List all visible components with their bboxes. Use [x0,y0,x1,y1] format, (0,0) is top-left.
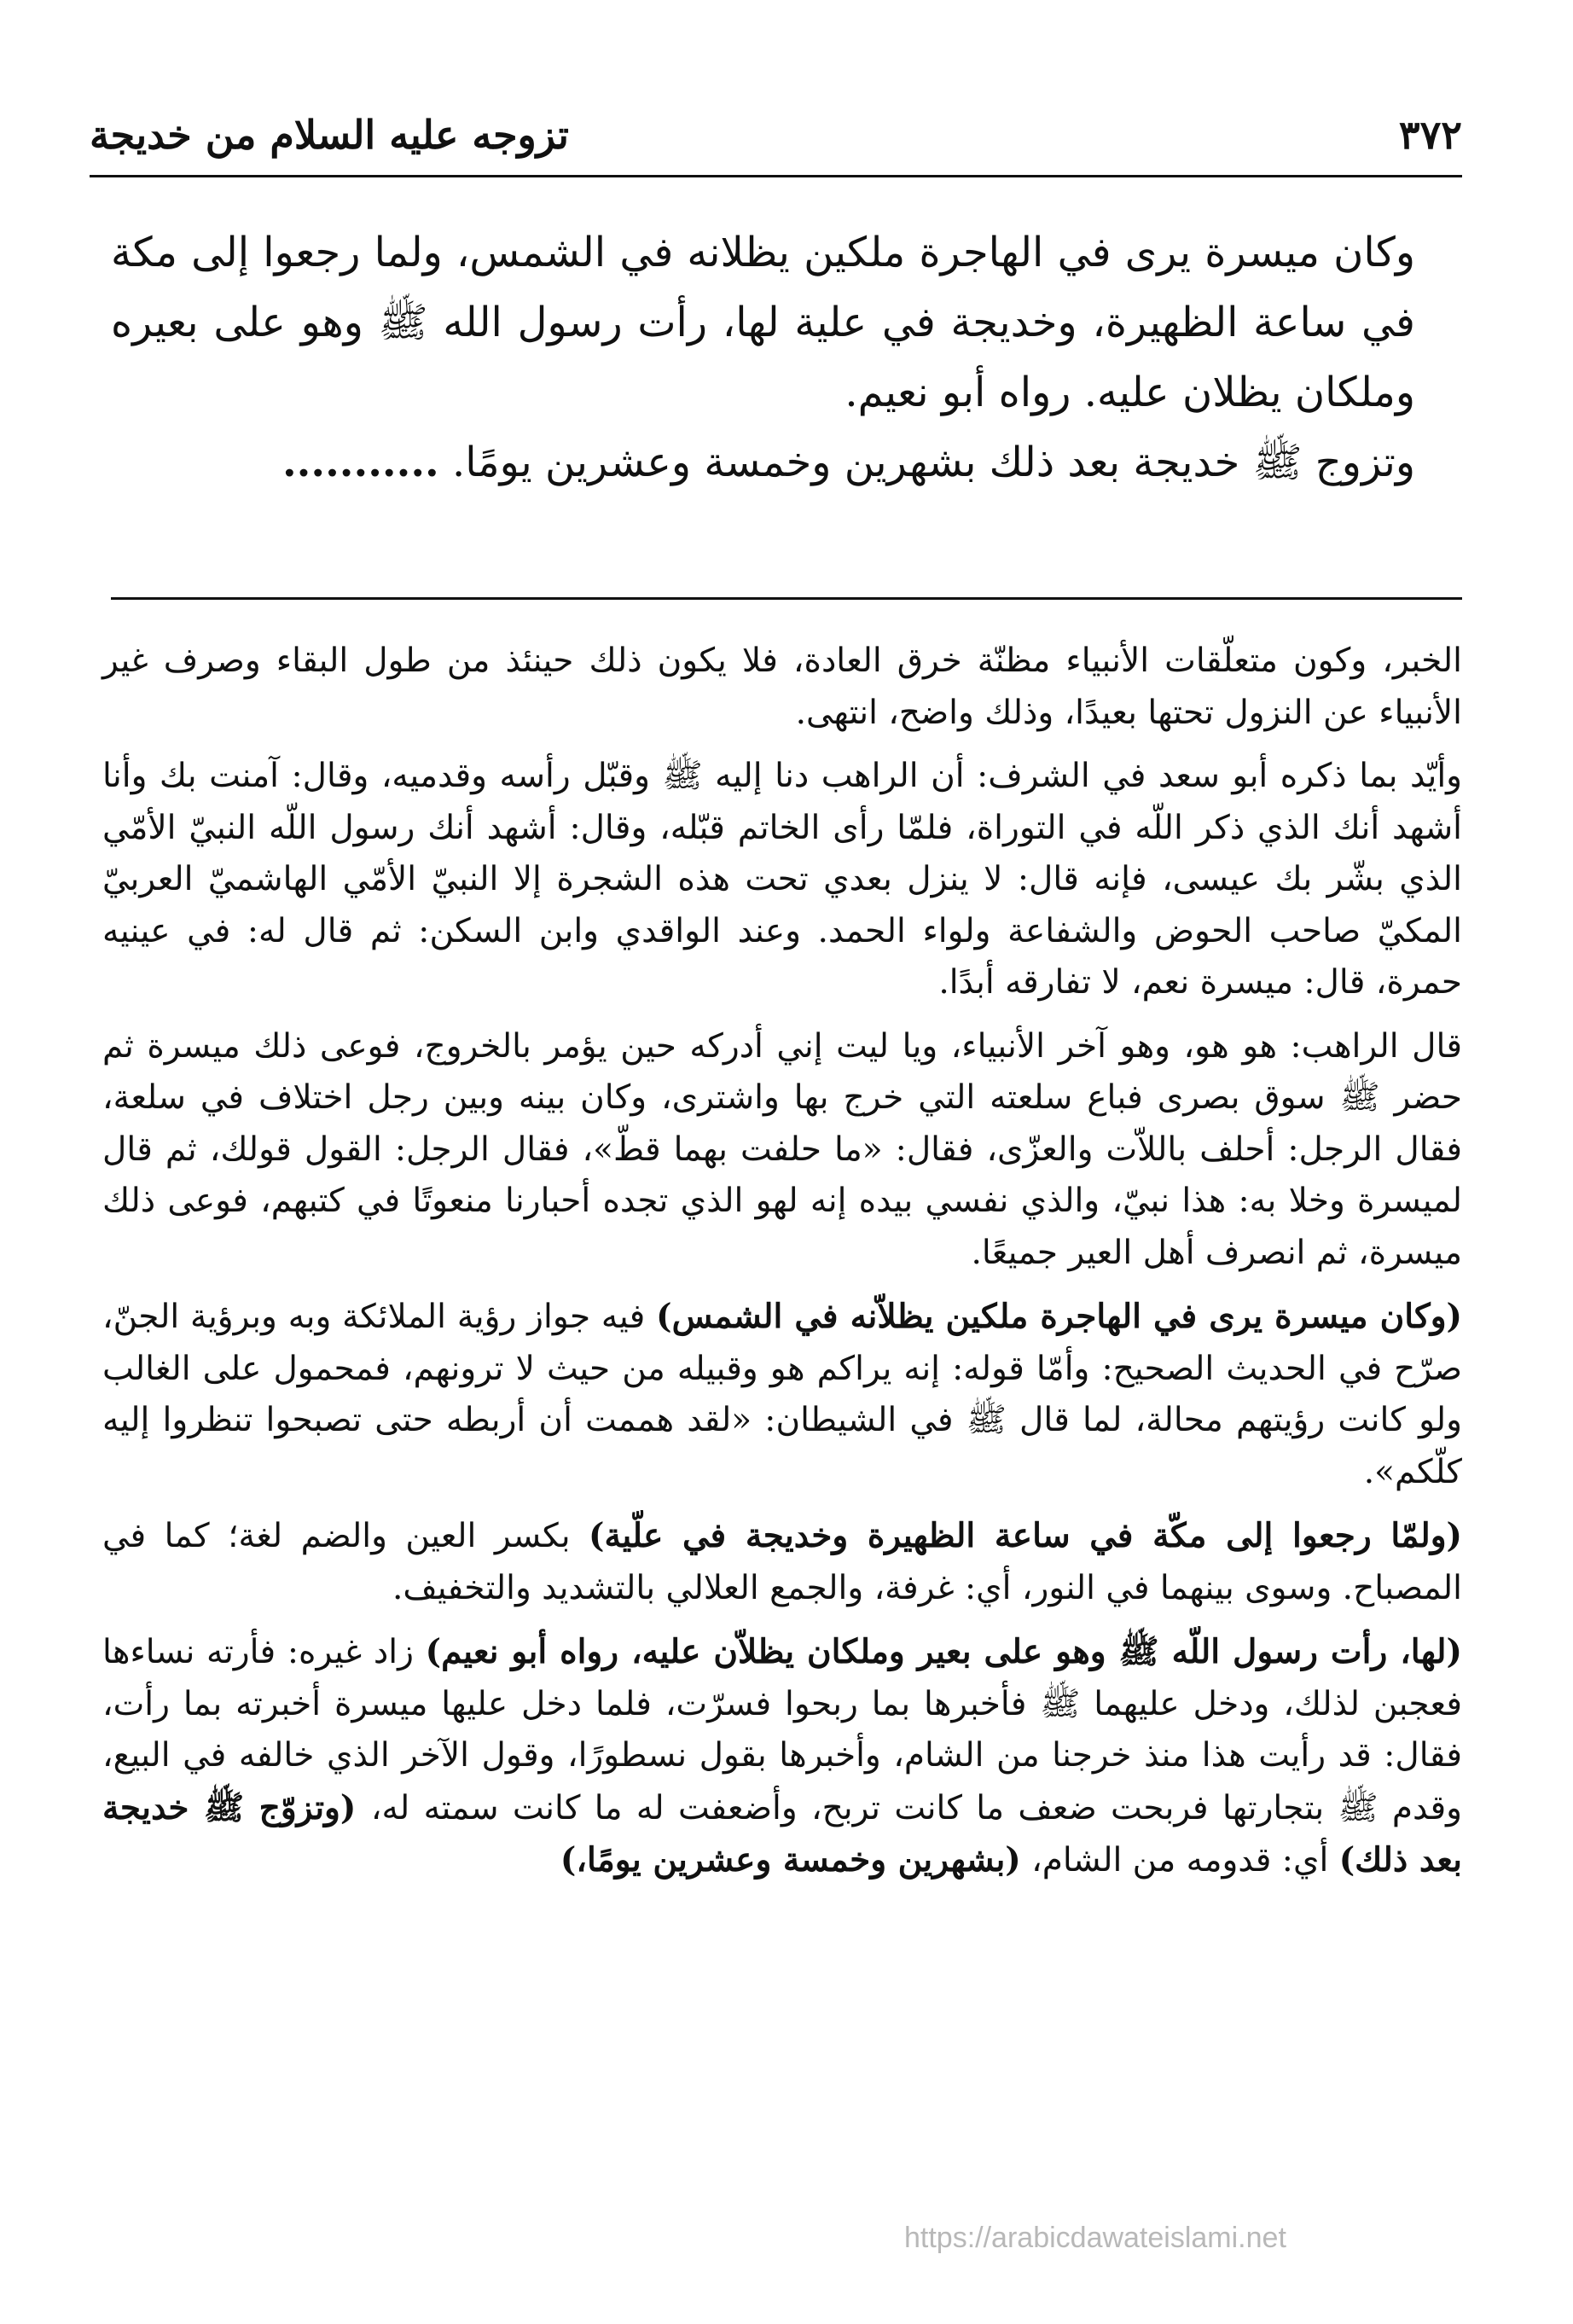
quoted-matn: (بشهرين وخمسة وعشرين يومًا،) [560,1840,1021,1880]
quoted-matn: (لها، رأت رسول اللّه ﷺ وهو على بعير وملكان يظلاّن عليه، رواه أبو نعيم) [425,1632,1463,1671]
commentary-paragraph-2: وأيّد بما ذكره أبو سعد في الشرف: أن الراهب دنا إليه ﷺ وقبّل رأسه وقدميه، وقال: آمنت بك وأنا أشهد أنك الذي ذكر اللّه في التوراة، فلمّا رأى الخاتم قبّله، وقال: أشهد أنك رسول اللّه النبيّ الأمّي الذي بشّر بك عيسى، فإنه قال: لا ينزل بعدي تحت هذه الشجرة إلا النبيّ الأمّي الهاشميّ العربيّ المكيّ صاحب الحوض والشفاعة ولواء الحمد. وعند الواقدي وابن السكن: ثم قال له: في عينيه حمرة، قال: ميسرة نعم، لا تفارقه أبدًا. [102,757,1462,1002]
quoted-matn: (وكان ميسرة يرى في الهاجرة ملكين يظلاّنه في الشمس) [656,1297,1462,1336]
running-header [90,101,1462,160]
quoted-matn: (وتزوّج ﷺ خديجة بعد ذلك) [102,1787,1462,1880]
commentary-text: بكسر العين والضم لغة؛ كما في المصباح. وسوى بينهما في النور، أي: غرفة، والجمع العلالي بالتشديد والتخفيف. [102,1517,1462,1607]
text-divider [111,597,1462,600]
commentary-text: أي: قدومه من الشام، [1020,1841,1339,1880]
main-paragraph-1: وكان ميسرة يرى في الهاجرة ملكين يظلانه في الشمس، ولما رجعوا إلى مكة في ساعة الظهيرة، وخديجة في علية لها، رأت رسول الله ﷺ وهو على بعيره وملكان يظلان عليه. رواه أبو نعيم. [111,229,1416,416]
commentary-paragraph-6 [102,1626,1462,1887]
chapter-title: تزوجه عليه السلام من خديجة [90,112,569,158]
commentary-text: زاد غيره: فأرته نساءها فعجبن لذلك، ودخل عليهما ﷺ فأخبرها بما ربحوا فسرّت، فلما دخل عليها ميسرة أخبرته بما رأت، فقال: قد رأيت هذا منذ خرجنا من الشام، وأخبرها بقول نسطورًا، وقول الآخر الذي خالفه في البيع، وقدم ﷺ بتجارتها فربحت ضعف ما كانت تربح، وأضعفت له ما كانت سمته له، [102,1633,1462,1827]
main-paragraph-2 [111,427,1415,497]
commentary-paragraph-3: قال الراهب: هو هو، وهو آخر الأنبياء، ويا ليت إني أدركه حين يؤمر بالخروج، فوعى ذلك ميسرة ثم حضر ﷺ سوق بصرى فباع سلعته التي خرج بها واشترى، وكان بينه وبين رجل اختلاف في سلعة، فقال الرجل: أحلف باللاّت والعزّى، فقال: «ما حلفت بهما قطّ»، فقال الرجل: القول قولك، ثم قال لميسرة وخلا به: هذا نبيّ، والذي نفسي بيده إنه لهو الذي تجده أحبارنا منعوتًا في كتبهم، فوعى ذلك ميسرة، ثم انصرف أهل العير جميعًا. [102,1026,1462,1272]
dotted-leader: ........... [282,439,439,486]
main-paragraph-2-text: وتزوج ﷺ خديجة بعد ذلك بشهرين وخمسة وعشرين يومًا. [452,439,1415,486]
quoted-matn: (ولمّا رجعوا إلى مكّة في ساعة الظهيرة وخديجة في علّية) [589,1516,1462,1555]
commentary-paragraph-1: الخبر، وكون متعلّقات الأنبياء مظنّة خرق العادة، فلا يكون ذلك حينئذ من طول البقاء وصرف غير الأنبياء عن النزول تحتها بعيدًا، وذلك واضح، انتهى. [102,642,1462,732]
main-text [111,218,1415,497]
commentary-text: فيه جواز رؤية الملائكة وبه وبرؤية الجنّ، صرّح في الحديث الصحيح: وأمّا قوله: إنه يراكم هو وقبيله من حيث لا ترونهم، فمحمول على الغالب ولو كانت رؤيتهم محالة، لما قال ﷺ في الشيطان: «لقد هممت أن أربطه حتى تصبحوا تنظروا إليه كلّكم». [102,1298,1462,1491]
page-number: ٣٧٢ [1398,112,1462,158]
commentary [102,636,1462,1899]
commentary-paragraph-5 [102,1510,1462,1614]
watermark-url: https://arabicdawateislami.net [904,2222,1286,2254]
header-rule [90,175,1462,177]
commentary-paragraph-4 [102,1291,1462,1498]
